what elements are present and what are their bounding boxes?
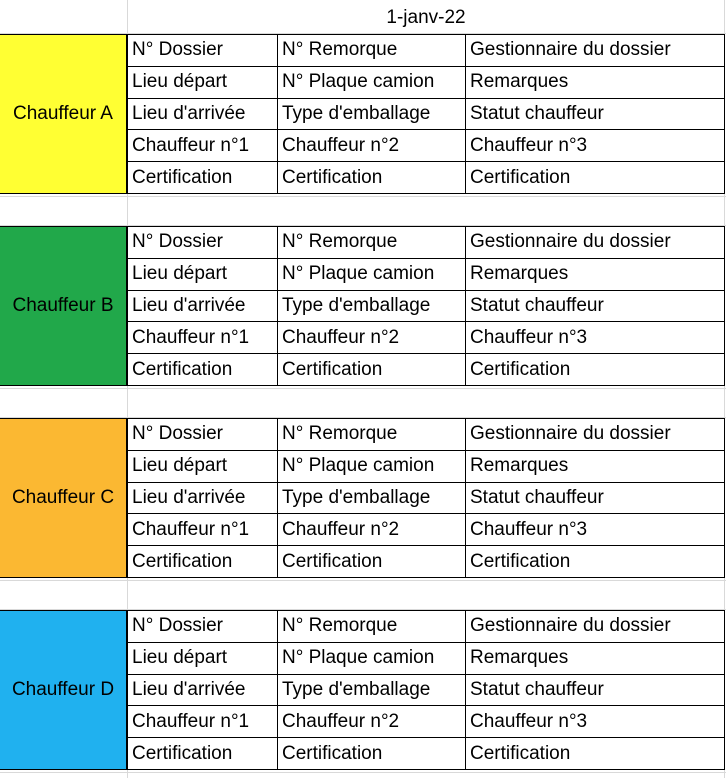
grid-cell[interactable]: Statut chauffeur (466, 482, 725, 514)
grid-cell[interactable]: N° Dossier (128, 419, 278, 451)
grid-cell[interactable]: Lieu d'arrivée (128, 482, 278, 514)
grid-cell[interactable]: Certification (128, 354, 278, 386)
grid-cell[interactable]: Chauffeur n°3 (466, 514, 725, 546)
grid-cell[interactable]: N° Remorque (278, 35, 466, 67)
table-row (128, 642, 725, 674)
table-row (128, 738, 725, 770)
grid-cell[interactable]: Statut chauffeur (466, 98, 725, 130)
row-gridline (0, 388, 726, 389)
row-gridline (0, 196, 726, 197)
grid-cell[interactable]: Lieu départ (128, 66, 278, 98)
table-row (128, 227, 725, 259)
grid-cell[interactable]: Chauffeur n°3 (466, 130, 725, 162)
grid-cell[interactable]: N° Remorque (278, 611, 466, 643)
grid-cell[interactable]: Remarques (466, 66, 725, 98)
chauffeur-block-c (0, 418, 726, 578)
table-row (128, 706, 725, 738)
grid-cell[interactable]: N° Dossier (128, 35, 278, 67)
grid-cell[interactable]: Certification (466, 354, 725, 386)
grid-cell[interactable]: Lieu départ (128, 258, 278, 290)
grid-cell[interactable]: Certification (128, 738, 278, 770)
grid-cell[interactable]: N° Plaque camion (278, 642, 466, 674)
table-row (128, 611, 725, 643)
chauffeur-label-cell[interactable]: Chauffeur D (0, 610, 127, 770)
grid-cell[interactable]: N° Dossier (128, 611, 278, 643)
table-row (128, 419, 725, 451)
grid-cell[interactable]: Type d'emballage (278, 290, 466, 322)
grid-cell[interactable]: Gestionnaire du dossier (466, 611, 725, 643)
grid-cell[interactable]: Lieu départ (128, 450, 278, 482)
grid-cell[interactable]: Certification (466, 162, 725, 194)
grid-cell[interactable]: Chauffeur n°2 (278, 130, 466, 162)
grid-cell[interactable]: Chauffeur n°1 (128, 130, 278, 162)
table-row (128, 450, 725, 482)
table-row (128, 130, 725, 162)
grid-cell[interactable]: Certification (128, 546, 278, 578)
grid-cell[interactable]: N° Plaque camion (278, 450, 466, 482)
grid-cell[interactable]: Gestionnaire du dossier (466, 419, 725, 451)
grid-cell[interactable]: Certification (278, 354, 466, 386)
grid-cell[interactable]: Lieu départ (128, 642, 278, 674)
grid-cell[interactable]: Certification (128, 162, 278, 194)
table-row (128, 482, 725, 514)
grid-cell[interactable]: N° Plaque camion (278, 66, 466, 98)
grid-cell[interactable]: N° Remorque (278, 419, 466, 451)
grid-cell[interactable]: Chauffeur n°2 (278, 706, 466, 738)
chauffeur-label-cell[interactable]: Chauffeur C (0, 418, 127, 578)
grid-cell[interactable]: N° Dossier (128, 227, 278, 259)
grid-cell[interactable]: Gestionnaire du dossier (466, 227, 725, 259)
table-row (128, 354, 725, 386)
grid-cell[interactable]: Remarques (466, 450, 725, 482)
grid-cell[interactable]: Lieu d'arrivée (128, 290, 278, 322)
grid-cell[interactable]: Lieu d'arrivée (128, 674, 278, 706)
grid-cell[interactable]: Statut chauffeur (466, 290, 725, 322)
row-gridline (0, 580, 726, 581)
grid-cell[interactable]: Type d'emballage (278, 674, 466, 706)
table-row (128, 98, 725, 130)
table-row (128, 546, 725, 578)
grid-cell[interactable]: Gestionnaire du dossier (466, 35, 725, 67)
grid-cell[interactable]: Chauffeur n°2 (278, 514, 466, 546)
grid-cell[interactable]: Certification (278, 162, 466, 194)
grid-cell[interactable]: N° Plaque camion (278, 258, 466, 290)
grid-cell[interactable]: Chauffeur n°1 (128, 322, 278, 354)
table-row (128, 674, 725, 706)
grid-cell[interactable]: Certification (466, 738, 725, 770)
chauffeur-block-b (0, 226, 726, 386)
grid-cell[interactable]: Chauffeur n°1 (128, 706, 278, 738)
grid-cell[interactable]: Chauffeur n°3 (466, 322, 725, 354)
grid-cell[interactable]: Certification (466, 546, 725, 578)
chauffeur-label-cell[interactable]: Chauffeur A (0, 34, 127, 194)
table-row (128, 162, 725, 194)
grid-cell[interactable]: Statut chauffeur (466, 674, 725, 706)
chauffeur-block-d (0, 610, 726, 770)
table-row (128, 290, 725, 322)
grid-cell[interactable]: Type d'emballage (278, 482, 466, 514)
grid-cell[interactable]: Lieu d'arrivée (128, 98, 278, 130)
grid-cell[interactable]: Remarques (466, 258, 725, 290)
date-cell[interactable]: 1-janv-22 (386, 7, 466, 28)
grid-cell[interactable]: Certification (278, 738, 466, 770)
grid-cell[interactable]: Remarques (466, 642, 725, 674)
grid-cell[interactable]: Chauffeur n°1 (128, 514, 278, 546)
table-row (128, 322, 725, 354)
grid-cell[interactable]: Certification (278, 546, 466, 578)
chauffeur-grid (127, 34, 725, 194)
grid-cell[interactable]: Chauffeur n°3 (466, 706, 725, 738)
chauffeur-label-cell[interactable]: Chauffeur B (0, 226, 127, 386)
chauffeur-grid (127, 418, 725, 578)
table-row (128, 66, 725, 98)
chauffeur-grid (127, 610, 725, 770)
chauffeur-block-a (0, 34, 726, 194)
grid-cell[interactable]: Type d'emballage (278, 98, 466, 130)
grid-cell[interactable]: Chauffeur n°2 (278, 322, 466, 354)
chauffeur-grid (127, 226, 725, 386)
table-row (128, 258, 725, 290)
table-row (128, 514, 725, 546)
row-gridline (0, 772, 726, 773)
grid-cell[interactable]: N° Remorque (278, 227, 466, 259)
table-row (128, 35, 725, 67)
